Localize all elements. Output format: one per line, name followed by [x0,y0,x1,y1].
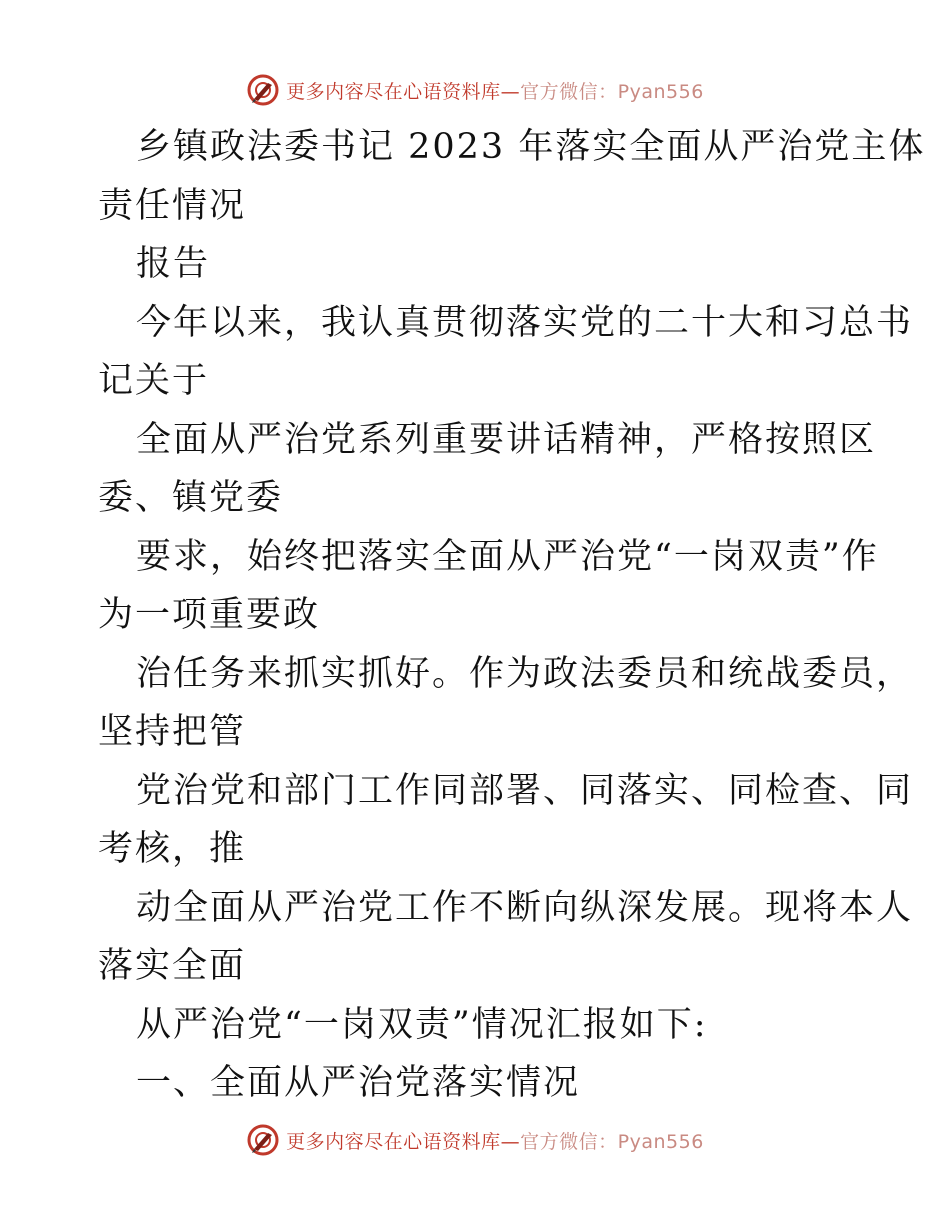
paragraph-line: 今年以来，我认真贯彻落实党的二十大和习总书 [136,302,914,343]
paragraph-line: 坚持把管 [98,712,247,752]
watermark-footer [0,1120,950,1160]
paragraph-line: 乡镇政法委书记 2023 年落实全面从严治党主体 [136,127,926,167]
paragraph-line: 落实全面 [98,946,247,986]
paragraph-line: 从严治党“一岗双责”情况汇报如下: [136,1004,708,1045]
paragraph-line: 考核，推 [98,829,247,869]
paragraph-line: 治任务来抓实抓好。作为政法委员和统战委员， [136,653,914,694]
paragraph-line: 记关于 [98,361,210,401]
paragraph-line: 党治党和部门工作同部署、同落实、同检查、同 [136,770,914,811]
paragraph-line: 委、镇党委 [98,478,284,518]
watermark-text: 更多内容尽在心语资料库—官方微信：Pyan556 [286,1130,704,1153]
paragraph-line: 要求，始终把落实全面从严治党“一岗双责”作 [136,536,879,577]
paragraph-line: 为一项重要政 [98,595,321,635]
paragraph-line: 报告 [136,244,211,284]
pen-circle-logo-icon [246,73,280,107]
paragraph-line: 动全面从严治党工作不断向纵深发展。现将本人 [136,887,914,928]
document-body [98,118,926,1113]
paragraph-line: 一、全面从严治党落实情况 [136,1063,581,1103]
paragraph-line: 责任情况 [98,185,247,226]
watermark-header [0,70,950,110]
paragraph-line: 全面从严治党系列重要讲话精神，严格按照区 [136,419,877,460]
pen-circle-logo-icon [246,1123,280,1157]
watermark-text: 更多内容尽在心语资料库—官方微信：Pyan556 [286,80,704,103]
